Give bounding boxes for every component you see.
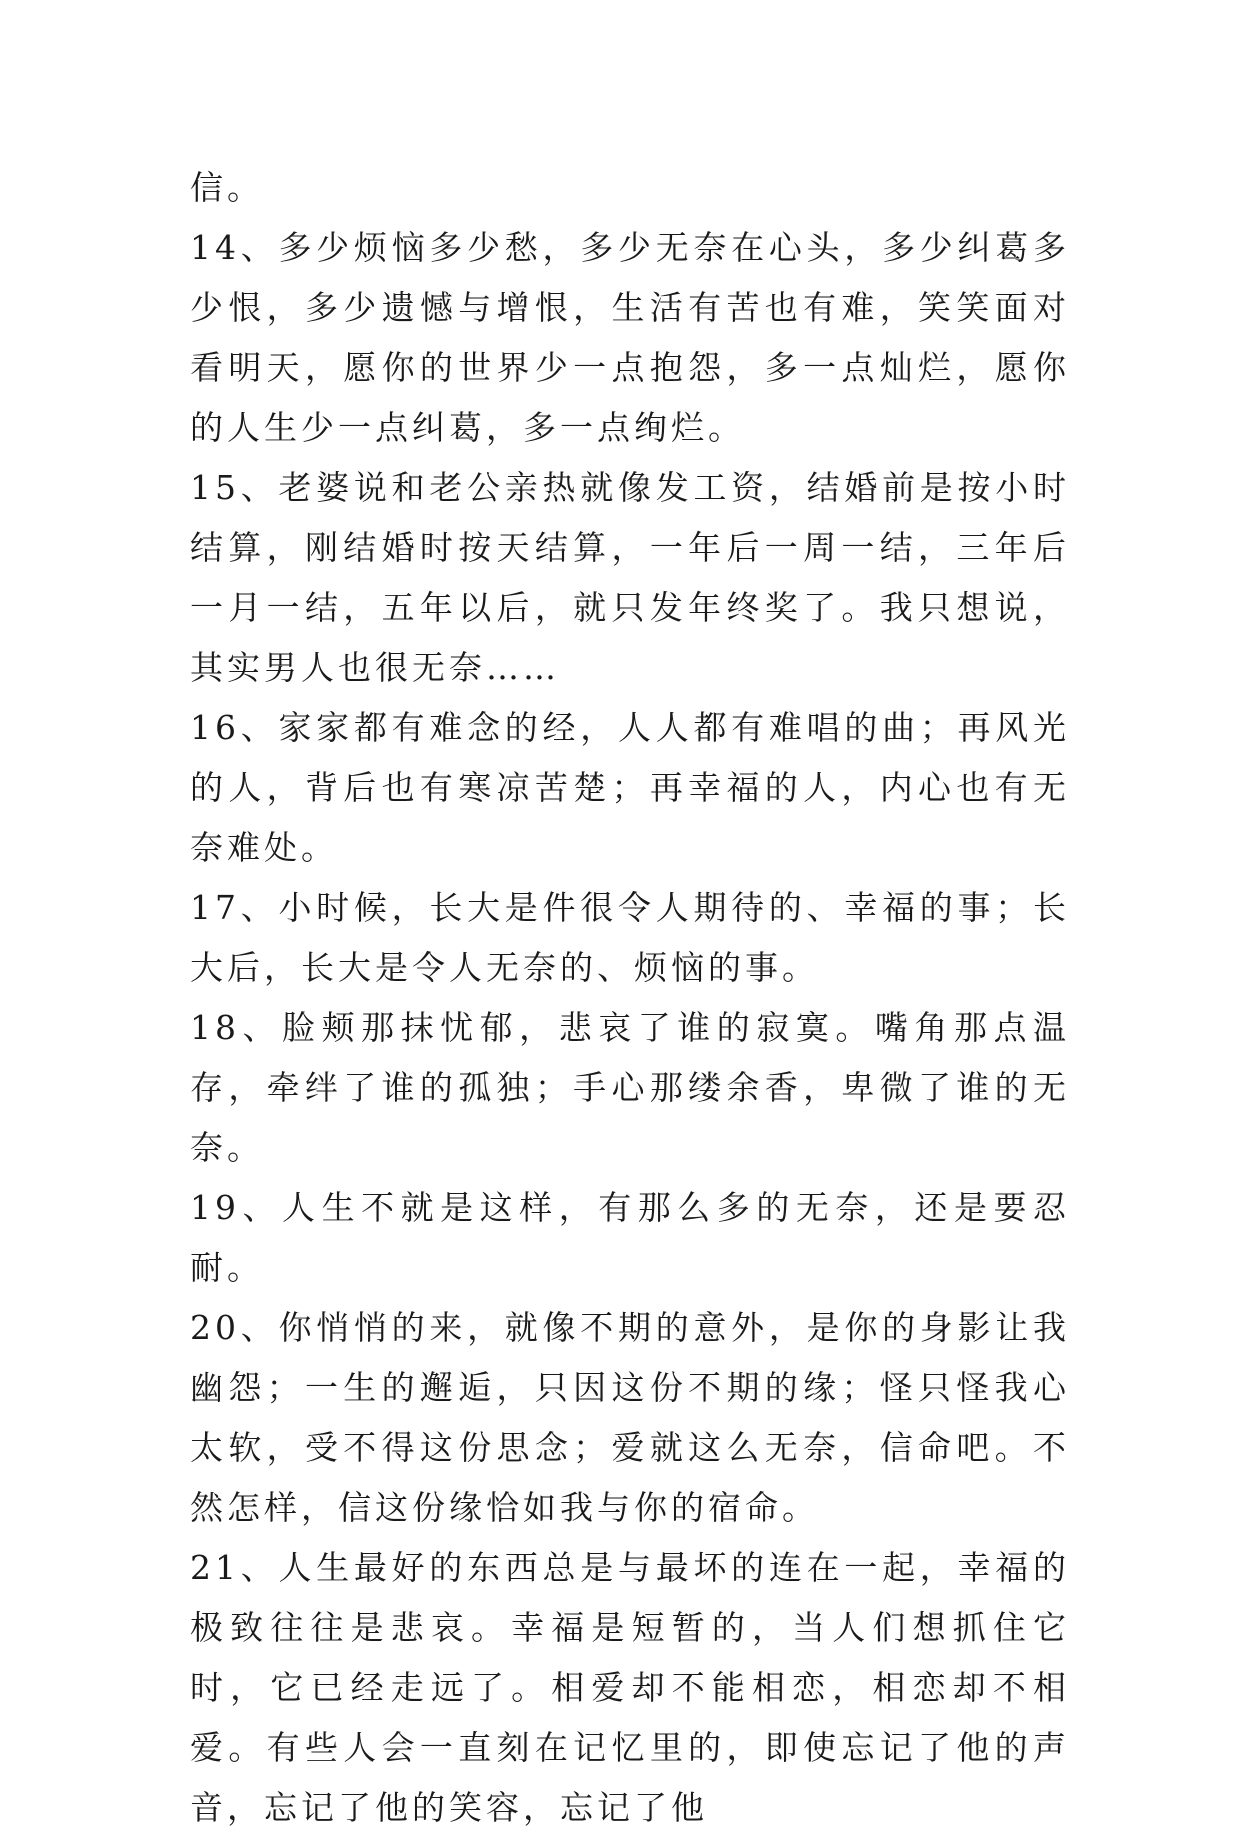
paragraph-14: 14、多少烦恼多少愁，多少无奈在心头，多少纠葛多少恨，多少遗憾与增恨，生活有苦也有难，笑笑面对看明天，愿你的世界少一点抱怨，多一点灿烂，愿你的人生少一点纠葛，多一点绚烂。	[190, 228, 1070, 447]
document-body	[190, 158, 1070, 1838]
paragraph-20: 20、你悄悄的来，就像不期的意外，是你的身影让我幽怨；一生的邂逅，只因这份不期的缘；怪只怪我心太软，受不得这份思念；爱就这么无奈，信命吧。不然怎样，信这份缘恰如我与你的宿命。	[190, 1308, 1070, 1527]
paragraph-continuation: 信。	[190, 168, 264, 207]
paragraph-16: 16、家家都有难念的经，人人都有难唱的曲；再风光的人，背后也有寒凉苦楚；再幸福的人，内心也有无奈难处。	[190, 708, 1070, 867]
paragraph-15: 15、老婆说和老公亲热就像发工资，结婚前是按小时结算，刚结婚时按天结算，一年后一周一结，三年后一月一结，五年以后，就只发年终奖了。我只想说，其实男人也很无奈……	[190, 468, 1070, 687]
paragraph-17: 17、小时候，长大是件很令人期待的、幸福的事；长大后，长大是令人无奈的、烦恼的事。	[190, 888, 1070, 987]
paragraph-18: 18、脸颊那抹忧郁，悲哀了谁的寂寞。嘴角那点温存，牵绊了谁的孤独；手心那缕余香，卑微了谁的无奈。	[190, 1008, 1070, 1167]
paragraph-21: 21、人生最好的东西总是与最坏的连在一起，幸福的极致往往是悲哀。幸福是短暂的，当人们想抓住它时，它已经走远了。相爱却不能相恋，相恋却不相爱。有些人会一直刻在记忆里的，即使忘记了他的声音，忘记了他的笑容，忘记了他	[190, 1548, 1070, 1827]
paragraph-19: 19、人生不就是这样，有那么多的无奈，还是要忍耐。	[190, 1188, 1070, 1287]
